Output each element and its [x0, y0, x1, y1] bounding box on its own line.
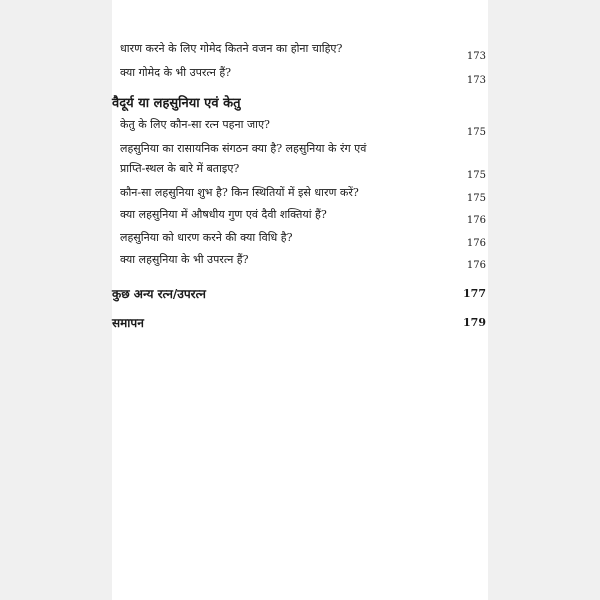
toc-entry-text: क्या लहसुनिया के भी उपरत्न हैं?	[120, 253, 249, 266]
toc-entry-text: केतु के लिए कौन-सा रत्न पहना जाए?	[120, 118, 270, 131]
toc-entry-text: क्या लहसुनिया में औषधीय गुण एवं दैवी शक्तियां हैं?	[120, 208, 327, 221]
toc-entry-text: कौन-सा लहसुनिया शुभ है? किन स्थितियों में इसे धारण करें?	[120, 186, 359, 199]
toc-page	[112, 0, 488, 600]
toc-entry-page: 176	[466, 215, 486, 226]
chapter-title: कुछ अन्य रत्न/उपरत्न	[112, 287, 206, 301]
toc-entry-text: क्या गोमेद के भी उपरत्न हैं?	[120, 66, 232, 79]
toc-entry-page: 176	[466, 238, 486, 249]
chapter-page: 179	[463, 316, 486, 329]
toc-entry-page: 175	[466, 127, 486, 138]
toc-entry-page: 175	[466, 170, 486, 181]
toc-entry-page: 176	[466, 260, 486, 271]
toc-entry-page: 173	[466, 75, 486, 86]
section-heading-text: वैदूर्य या लहसुनिया एवं केतु	[112, 96, 241, 111]
toc-entry-text: लहसुनिया का रासायनिक संगठन क्या है? लहसुनिया के रंग एवं	[120, 142, 367, 155]
chapter-title: समापन	[112, 316, 144, 330]
chapter-page: 177	[463, 287, 486, 300]
toc-entry-text-continued: प्राप्ति-स्थल के बारे में बताइए?	[120, 162, 240, 175]
toc-entry-page: 173	[466, 51, 486, 62]
toc-entry-page: 175	[466, 193, 486, 204]
toc-entry-text: लहसुनिया को धारण करने की क्या विधि है?	[120, 231, 293, 244]
toc-entry-text: धारण करने के लिए गोमेद कितने वजन का होना चाहिए?	[120, 42, 343, 55]
